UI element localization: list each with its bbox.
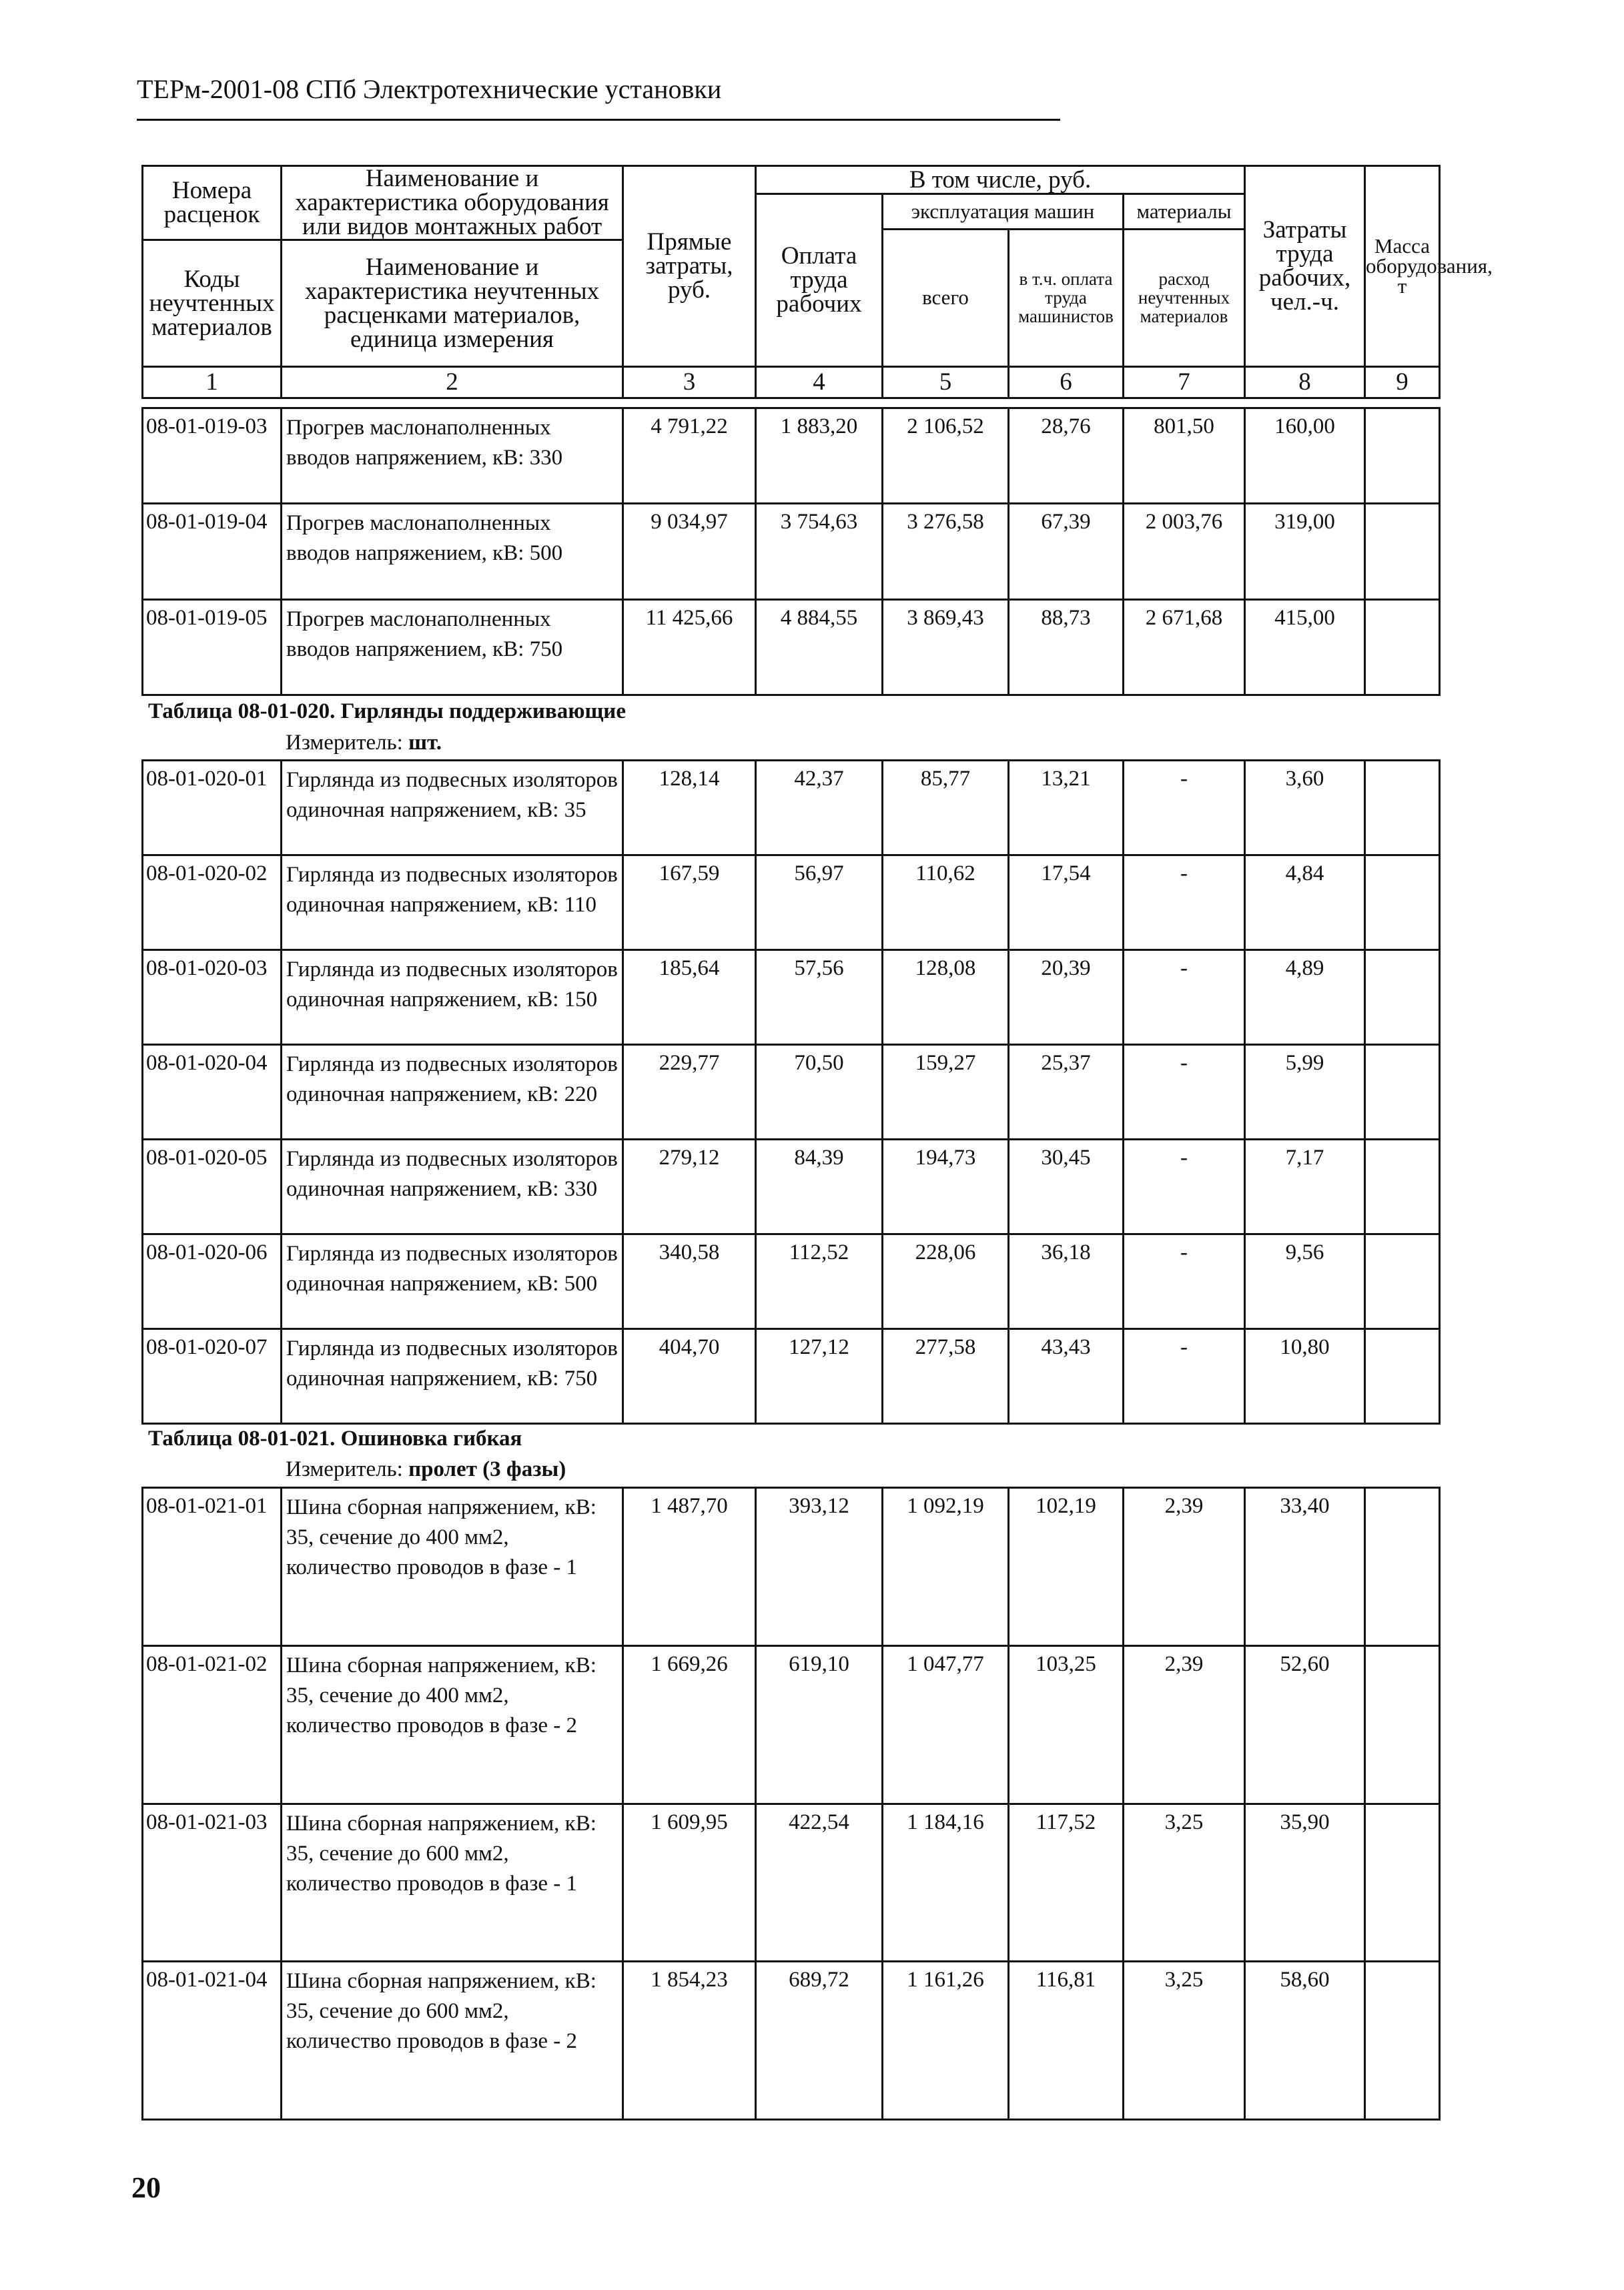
header-machines-total: всего — [883, 229, 1009, 367]
table-row — [143, 950, 1440, 1045]
machinist-wages: 36,18 — [1009, 1234, 1124, 1329]
machines-total: 1 161,26 — [883, 1962, 1009, 2120]
materials: 2 003,76 — [1124, 504, 1245, 599]
direct-costs: 229,77 — [623, 1045, 756, 1140]
mass — [1365, 1329, 1440, 1424]
table-row — [143, 1488, 1440, 1646]
header-material-codes: Коды неучтенных материалов — [143, 240, 282, 367]
rate-code: 08-01-019-04 — [143, 504, 282, 599]
rate-code: 08-01-020-04 — [143, 1045, 282, 1140]
header-direct-costs: Прямые затраты, руб. — [623, 166, 756, 367]
machinist-wages: 116,81 — [1009, 1962, 1124, 2120]
table-row — [143, 1645, 1440, 1804]
mass — [1365, 1962, 1440, 2120]
header-rate-numbers: Номера расценок — [143, 166, 282, 240]
rate-code: 08-01-020-03 — [143, 950, 282, 1045]
machines-total: 2 106,52 — [883, 408, 1009, 504]
machines-total: 159,27 — [883, 1045, 1009, 1140]
direct-costs: 167,59 — [623, 855, 756, 950]
machines-total: 110,62 — [883, 855, 1009, 950]
header-materials: материалы — [1124, 194, 1245, 230]
direct-costs: 1 609,95 — [623, 1804, 756, 1962]
labor: 33,40 — [1245, 1488, 1365, 1646]
rate-code: 08-01-019-03 — [143, 408, 282, 504]
header-machines: эксплуатация машин — [883, 194, 1124, 230]
rate-name: Гирлянда из подвесных изоляторов одиночная напряжением, кВ: 330 — [282, 1140, 623, 1234]
mass — [1365, 408, 1440, 504]
column-number: 3 — [623, 367, 756, 398]
mass — [1365, 761, 1440, 855]
labor: 4,84 — [1245, 855, 1365, 950]
direct-costs: 1 854,23 — [623, 1962, 756, 2120]
mass — [1365, 504, 1440, 599]
labor: 415,00 — [1245, 599, 1365, 695]
column-header-table — [141, 165, 1493, 399]
wages: 393,12 — [756, 1488, 883, 1646]
table-row — [143, 1804, 1440, 1962]
labor: 35,90 — [1245, 1804, 1365, 1962]
wages: 70,50 — [756, 1045, 883, 1140]
page-number: 20 — [131, 2171, 161, 2204]
mass — [1365, 950, 1440, 1045]
labor: 10,80 — [1245, 1329, 1365, 1424]
machinist-wages: 117,52 — [1009, 1804, 1124, 1962]
column-number: 2 — [282, 367, 623, 398]
materials: - — [1124, 855, 1245, 950]
materials: - — [1124, 1140, 1245, 1234]
rate-name: Шина сборная напряжением, кВ: 35, сечение до 400 мм2, количество проводов в фазе - 2 — [282, 1645, 623, 1804]
header-mass: Масса оборудования, т — [1365, 166, 1440, 367]
header-material-name: Наименование и характеристика неучтенных расценками материалов, единица измерения — [282, 240, 623, 367]
unit-value: шт. — [408, 731, 442, 755]
labor: 52,60 — [1245, 1645, 1365, 1804]
unit-value: пролет (3 фазы) — [408, 1457, 566, 1481]
column-number: 4 — [756, 367, 883, 398]
machinist-wages: 20,39 — [1009, 950, 1124, 1045]
mass — [1365, 855, 1440, 950]
labor: 9,56 — [1245, 1234, 1365, 1329]
machines-total: 3 869,43 — [883, 599, 1009, 695]
direct-costs: 1 487,70 — [623, 1488, 756, 1646]
materials: - — [1124, 761, 1245, 855]
rate-name: Гирлянда из подвесных изоляторов одиночная напряжением, кВ: 150 — [282, 950, 623, 1045]
rate-name: Прогрев маслонаполненных вводов напряжением, кВ: 500 — [282, 504, 623, 599]
unit-of-measure — [286, 731, 442, 755]
mass — [1365, 599, 1440, 695]
rate-code: 08-01-021-04 — [143, 1962, 282, 2120]
materials: 2,39 — [1124, 1488, 1245, 1646]
labor: 5,99 — [1245, 1045, 1365, 1140]
table-row — [143, 1140, 1440, 1234]
machinist-wages: 17,54 — [1009, 855, 1124, 950]
column-number: 9 — [1365, 367, 1440, 398]
rate-code: 08-01-020-06 — [143, 1234, 282, 1329]
rate-code: 08-01-020-01 — [143, 761, 282, 855]
wages: 619,10 — [756, 1645, 883, 1804]
direct-costs: 185,64 — [623, 950, 756, 1045]
mass — [1365, 1045, 1440, 1140]
labor: 3,60 — [1245, 761, 1365, 855]
header-rule — [137, 119, 1060, 121]
header-work-name: Наименование и характеристика оборудования или видов монтажных работ — [282, 166, 623, 240]
wages: 57,56 — [756, 950, 883, 1045]
machinist-wages: 88,73 — [1009, 599, 1124, 695]
rate-name: Гирлянда из подвесных изоляторов одиночная напряжением, кВ: 220 — [282, 1045, 623, 1140]
machines-total: 194,73 — [883, 1140, 1009, 1234]
table-row — [143, 761, 1440, 855]
materials: 3,25 — [1124, 1962, 1245, 2120]
rate-name: Прогрев маслонаполненных вводов напряжением, кВ: 750 — [282, 599, 623, 695]
rate-name: Гирлянда из подвесных изоляторов одиночная напряжением, кВ: 110 — [282, 855, 623, 950]
table-row — [143, 599, 1440, 695]
machines-total: 228,06 — [883, 1234, 1009, 1329]
rate-name: Шина сборная напряжением, кВ: 35, сечение до 600 мм2, количество проводов в фазе - 2 — [282, 1962, 623, 2120]
wages: 42,37 — [756, 761, 883, 855]
unit-label: Измеритель: — [286, 1457, 403, 1481]
wages: 4 884,55 — [756, 599, 883, 695]
table-row — [143, 1329, 1440, 1424]
rate-code: 08-01-021-01 — [143, 1488, 282, 1646]
materials: 2 671,68 — [1124, 599, 1245, 695]
machines-total: 85,77 — [883, 761, 1009, 855]
mass — [1365, 1488, 1440, 1646]
column-number: 8 — [1245, 367, 1365, 398]
table-row — [143, 1045, 1440, 1140]
direct-costs: 128,14 — [623, 761, 756, 855]
running-header: ТЕРм-2001-08 СПб Электротехнические установки — [137, 74, 722, 104]
direct-costs: 340,58 — [623, 1234, 756, 1329]
wages: 689,72 — [756, 1962, 883, 2120]
table-title: Таблица 08-01-021. Ошиновка гибкая — [148, 1427, 522, 1451]
direct-costs: 279,12 — [623, 1140, 756, 1234]
machines-total: 277,58 — [883, 1329, 1009, 1424]
machinist-wages: 102,19 — [1009, 1488, 1124, 1646]
labor: 58,60 — [1245, 1962, 1365, 2120]
wages: 127,12 — [756, 1329, 883, 1424]
machinist-wages: 103,25 — [1009, 1645, 1124, 1804]
labor: 7,17 — [1245, 1140, 1365, 1234]
direct-costs: 1 669,26 — [623, 1645, 756, 1804]
labor: 4,89 — [1245, 950, 1365, 1045]
wages: 112,52 — [756, 1234, 883, 1329]
machines-total: 3 276,58 — [883, 504, 1009, 599]
column-number: 7 — [1124, 367, 1245, 398]
header-including: В том числе, руб. — [756, 166, 1245, 194]
machines-total: 128,08 — [883, 950, 1009, 1045]
table-row — [143, 408, 1440, 504]
direct-costs: 404,70 — [623, 1329, 756, 1424]
machines-total: 1 047,77 — [883, 1645, 1009, 1804]
machinist-wages: 30,45 — [1009, 1140, 1124, 1234]
table-row — [143, 855, 1440, 950]
rate-name: Гирлянда из подвесных изоляторов одиночная напряжением, кВ: 500 — [282, 1234, 623, 1329]
machinist-wages: 43,43 — [1009, 1329, 1124, 1424]
machinist-wages: 28,76 — [1009, 408, 1124, 504]
rate-code: 08-01-020-07 — [143, 1329, 282, 1424]
machines-total: 1 184,16 — [883, 1804, 1009, 1962]
wages: 84,39 — [756, 1140, 883, 1234]
rate-name: Шина сборная напряжением, кВ: 35, сечение до 600 мм2, количество проводов в фазе - 1 — [282, 1804, 623, 1962]
table-08-01-019 — [141, 407, 1441, 696]
materials: 2,39 — [1124, 1645, 1245, 1804]
mass — [1365, 1140, 1440, 1234]
rate-name: Шина сборная напряжением, кВ: 35, сечение до 400 мм2, количество проводов в фазе - 1 — [282, 1488, 623, 1646]
materials: 801,50 — [1124, 408, 1245, 504]
labor: 160,00 — [1245, 408, 1365, 504]
wages: 56,97 — [756, 855, 883, 950]
rate-code: 08-01-021-02 — [143, 1645, 282, 1804]
unit-label: Измеритель: — [286, 731, 403, 755]
materials: 3,25 — [1124, 1804, 1245, 1962]
machinist-wages: 67,39 — [1009, 504, 1124, 599]
materials: - — [1124, 950, 1245, 1045]
rate-name: Гирлянда из подвесных изоляторов одиночная напряжением, кВ: 35 — [282, 761, 623, 855]
table-row — [143, 1962, 1440, 2120]
unit-of-measure — [286, 1457, 566, 1482]
rate-name: Прогрев маслонаполненных вводов напряжением, кВ: 330 — [282, 408, 623, 504]
column-number: 6 — [1009, 367, 1124, 398]
rate-code: 08-01-020-02 — [143, 855, 282, 950]
wages: 3 754,63 — [756, 504, 883, 599]
header-labor: Затраты труда рабочих, чел.-ч. — [1245, 166, 1365, 367]
table-08-01-021 — [141, 1487, 1441, 2121]
header-materials-use: расход неучтенных материалов — [1124, 229, 1245, 367]
table-title: Таблица 08-01-020. Гирлянды поддерживающие — [148, 699, 626, 723]
machinist-wages: 25,37 — [1009, 1045, 1124, 1140]
header-wages: Оплата труда рабочих — [756, 194, 883, 367]
direct-costs: 11 425,66 — [623, 599, 756, 695]
table-row — [143, 504, 1440, 599]
labor: 319,00 — [1245, 504, 1365, 599]
table-row — [143, 1234, 1440, 1329]
rate-name: Гирлянда из подвесных изоляторов одиночная напряжением, кВ: 750 — [282, 1329, 623, 1424]
wages: 422,54 — [756, 1804, 883, 1962]
rate-code: 08-01-020-05 — [143, 1140, 282, 1234]
machines-total: 1 092,19 — [883, 1488, 1009, 1646]
machinist-wages: 13,21 — [1009, 761, 1124, 855]
materials: - — [1124, 1329, 1245, 1424]
column-number: 1 — [143, 367, 282, 398]
rate-code: 08-01-021-03 — [143, 1804, 282, 1962]
table-08-01-020 — [141, 759, 1441, 1425]
mass — [1365, 1645, 1440, 1804]
direct-costs: 9 034,97 — [623, 504, 756, 599]
column-number: 5 — [883, 367, 1009, 398]
materials: - — [1124, 1234, 1245, 1329]
rate-code: 08-01-019-05 — [143, 599, 282, 695]
mass — [1365, 1804, 1440, 1962]
header-machinist-wages: в т.ч. оплата труда машинистов — [1009, 229, 1124, 367]
wages: 1 883,20 — [756, 408, 883, 504]
mass — [1365, 1234, 1440, 1329]
materials: - — [1124, 1045, 1245, 1140]
direct-costs: 4 791,22 — [623, 408, 756, 504]
